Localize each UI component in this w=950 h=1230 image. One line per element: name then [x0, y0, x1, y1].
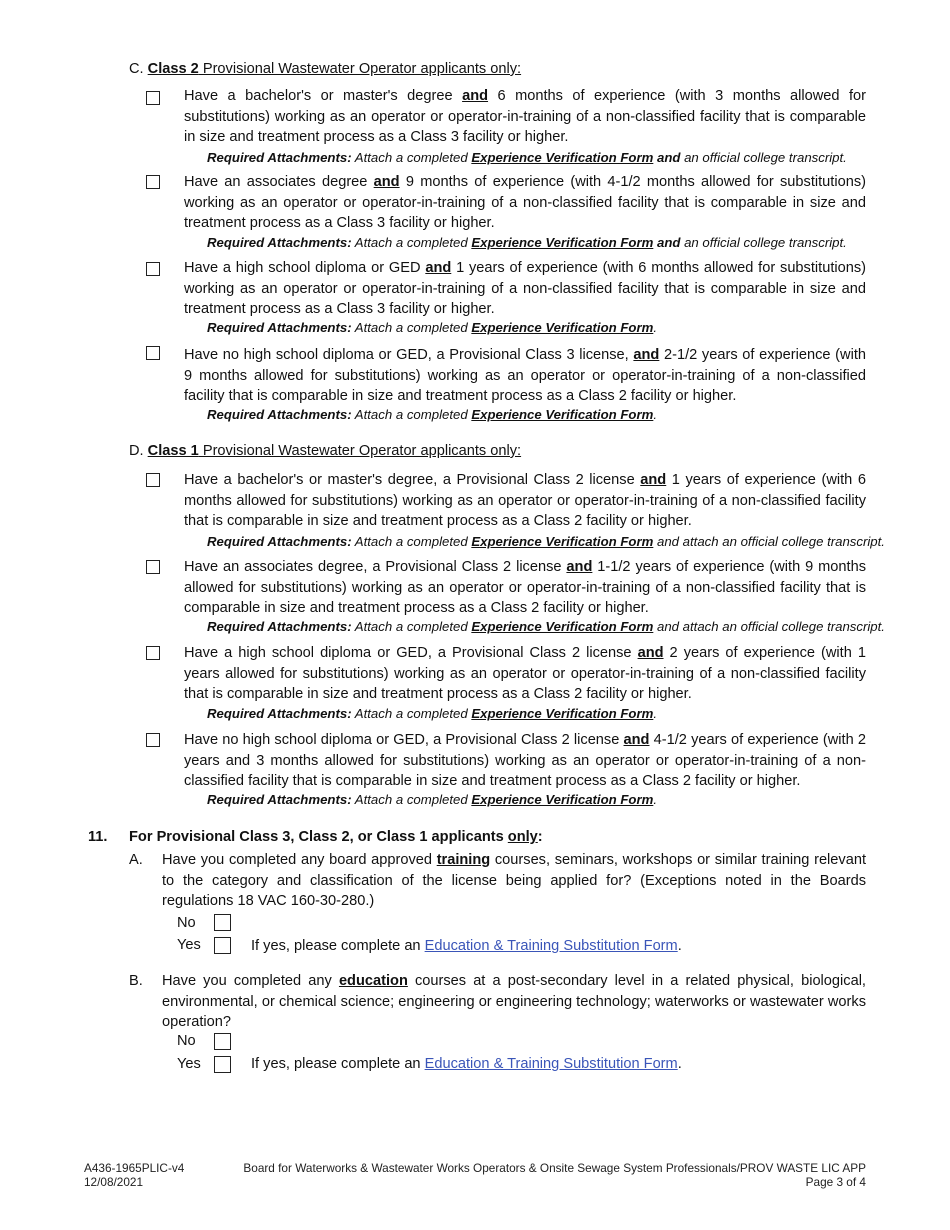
required-attachments: Required Attachments: Attach a completed Experience Verification Form. — [207, 792, 657, 807]
question-11a-letter: A. — [129, 852, 143, 868]
yes-label: Yes — [177, 937, 201, 953]
education-note: If yes, please complete an Education & Training Substitution Form. — [251, 1056, 682, 1072]
footer-right — [243, 1162, 866, 1189]
section-c-heading: C. Class 2 Provisional Wastewater Operator applicants only: — [129, 61, 522, 77]
checkbox[interactable] — [146, 91, 160, 105]
training-no-checkbox[interactable] — [214, 914, 231, 931]
yes-label: Yes — [177, 1056, 201, 1072]
option-text: Have an associates degree, a Provisional Class 2 license and 1-1/2 years of experience (with 9 months allowed for substitutions) working as an operator or operator-in-training of a non-classified facility that is comparable in size and treatment process as a Class 2 facility or higher. — [184, 559, 866, 617]
no-label: No — [177, 915, 196, 931]
option-text: Have a bachelor's or master's degree, a Provisional Class 2 license and 1 years of experience (with 6 months allowed for substitutions) working as an operator or operator-in-training of a non-classified facility that is comparable in size and treatment process as a Class 2 facility or higher. — [184, 472, 866, 530]
option-text: Have no high school diploma or GED, a Provisional Class 2 license and 4-1/2 years of experience (with 2 years and 3 months allowed for substitutions) working as an operator or operator-in-training of a non-classified facility that is comparable in size and treatment process as a Class 2 facility or higher. — [184, 732, 867, 790]
training-yes-checkbox[interactable] — [214, 937, 231, 954]
required-attachments: Required Attachments: Attach a completed Experience Verification Form. — [207, 320, 657, 335]
required-attachments: Required Attachments: Attach a completed Experience Verification Form. — [207, 706, 657, 721]
footer-left — [84, 1162, 184, 1189]
education-no-checkbox[interactable] — [214, 1033, 231, 1050]
education-yes-checkbox[interactable] — [214, 1056, 231, 1073]
form-id: A436-1965PLIC-v4 — [84, 1161, 185, 1175]
required-attachments: Required Attachments: Attach a completed Experience Verification Form. — [207, 407, 657, 422]
page-number: Page 3 of 4 — [805, 1174, 866, 1189]
checkbox[interactable] — [146, 175, 160, 189]
checkbox[interactable] — [146, 733, 160, 747]
question-number: 11. — [88, 829, 108, 845]
option-text: Have a bachelor's or master's degree and 6 months of experience (with 3 months allowed for substitutions) working as an operator or operator-in-training of a non-classified facility that is comparable in size and treatment process as a Class 3 facility or higher. — [184, 88, 866, 146]
checkbox[interactable] — [146, 262, 160, 276]
section-d-heading: D. Class 1 Provisional Wastewater Operator applicants only: — [129, 443, 522, 459]
required-attachments: Required Attachments: Attach a completed Experience Verification Form and attach an official college transcript. — [207, 619, 885, 634]
required-attachments: Required Attachments: Attach a completed Experience Verification Form and an official college transcript. — [207, 150, 847, 165]
checkbox[interactable] — [146, 646, 160, 660]
training-note: If yes, please complete an Education & Training Substitution Form. — [251, 938, 682, 954]
checkbox[interactable] — [146, 346, 160, 360]
option-text: Have no high school diploma or GED, a Provisional Class 3 license, and 2-1/2 years of experience (with 9 months allowed for substitutions) working as an operator or operator-in-training of a non-classified facility that is comparable in size and treatment process as a Class 2 facility or higher. — [184, 347, 866, 405]
board-name: Board for Waterworks & Wastewater Works Operators & Onsite Sewage System Professionals/PROV WASTE LIC APP — [243, 1161, 866, 1175]
question-title: For Provisional Class 3, Class 2, or Class 1 applicants only: — [129, 829, 543, 845]
checkbox[interactable] — [146, 473, 160, 487]
option-text: Have a high school diploma or GED and 1 years of experience (with 6 months allowed for substitutions) working as an operator or operator-in-training of a non-classified facility that is comparable in size and treatment process as a Class 3 facility or higher. — [184, 260, 866, 318]
no-label: No — [177, 1033, 196, 1049]
required-attachments: Required Attachments: Attach a completed Experience Verification Form and attach an official college transcript. — [207, 534, 885, 549]
checkbox[interactable] — [146, 560, 160, 574]
option-text: Have a high school diploma or GED, a Provisional Class 2 license and 2 years of experience (with 1 years allowed for substitutions) working as an operator or operator-in-training of a non-classified facility that is comparable in size and treatment process as a Class 2 facility or higher. — [184, 645, 866, 703]
option-text: Have an associates degree and 9 months of experience (with 4-1/2 months allowed for substitutions) working as an operator or operator-in-training of a non-classified facility that is comparable in size and treatment process as a Class 3 facility or higher. — [184, 174, 866, 232]
question-11b-text: Have you completed any education courses at a post-secondary level in a related physical, biological, environmental, or chemical science; engineering or engineering technology; waterworks or wastewater works operation? — [162, 973, 866, 1031]
question-11b-letter: B. — [129, 973, 143, 989]
form-date: 12/08/2021 — [84, 1174, 144, 1189]
question-11a-text: Have you completed any board approved training courses, seminars, workshops or similar training relevant to the category and classification of the license being applied for? (Exceptions noted in the Boards regulations 18 VAC 160-30-280.) — [162, 852, 866, 910]
substitution-form-link[interactable]: Education & Training Substitution Form — [424, 1056, 678, 1072]
substitution-form-link[interactable]: Education & Training Substitution Form — [424, 938, 678, 954]
required-attachments: Required Attachments: Attach a completed Experience Verification Form and an official college transcript. — [207, 235, 847, 250]
